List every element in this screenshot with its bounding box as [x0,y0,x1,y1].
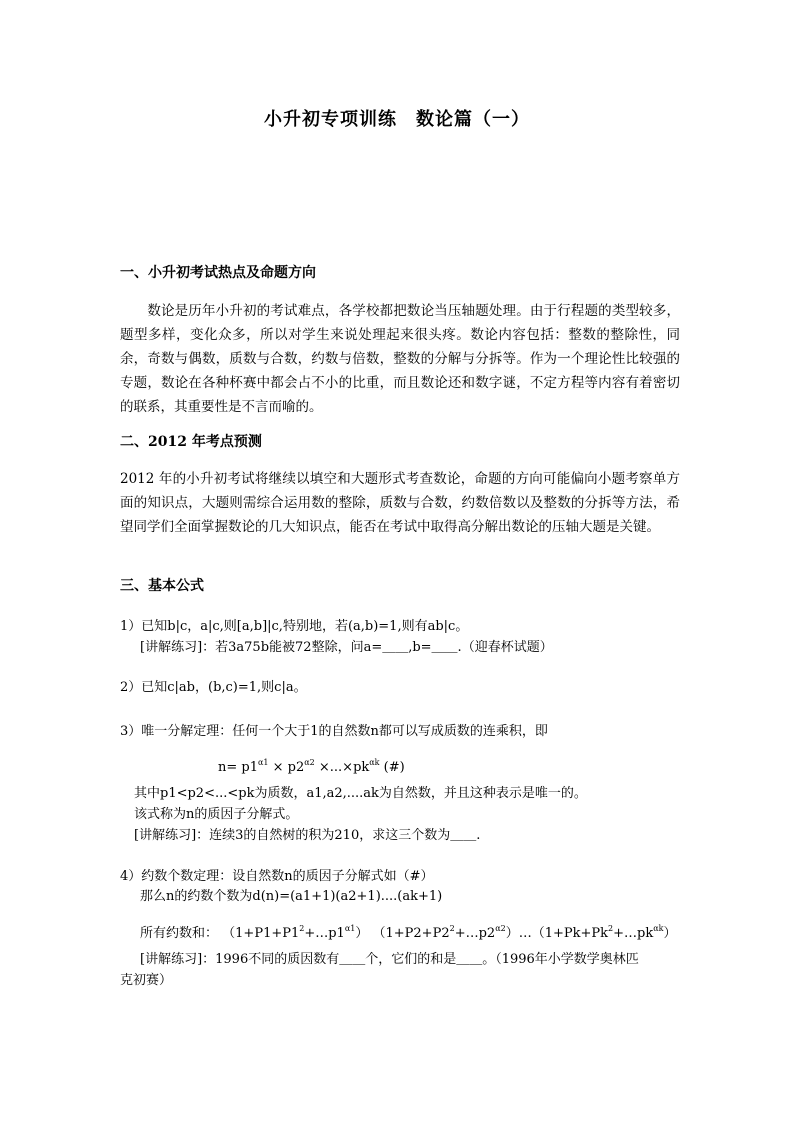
formula-1-statement: 1）已知b|c，a|c,则[a,b]|c,特别地，若(a,b)=1,则有ab|c。 [120,619,469,634]
section-heading-2: 二、2012 年考点预测 [120,434,262,450]
formula-4-exercise: [讲解练习]：1996不同的质因数有＿＿个，它们的和是＿＿。（1996年小学数学奥林匹 [140,952,639,967]
formula-3-note-2: 该式称为n的质因子分解式。 [134,807,299,822]
formula-4-exercise-cont: 克初赛） [120,973,173,988]
formula-4-statement: 4）约数个数定理：设自然数n的质因子分解式如（#） [120,869,434,884]
section-body-1: 数论是历年小升初的考试难点，各学校都把数论当压轴题处理。由于行程题的类型较多，题型多样，变化众多，所以对学生来说处理起来很头疼。数论内容包括：整数的整除性，同余，奇数与偶数，质数与合数，约数与倍数，整数的分解与分拆等。作为一个理论性比较强的专题，数论在各种杯赛中都会占不小的比重，而且数论还和数字谜，不定方程等内容有着密切的联系，其重要性是不言而喻的。 [120,303,680,415]
formula-1-exercise: [讲解练习]：若3a75b能被72整除，问a=＿＿,b=＿＿.（迎春杯试题） [140,640,553,655]
section-body-2: 2012 年的小升初考试将继续以填空和大题形式考查数论，命题的方向可能偏向小题考察单方面的知识点，大题则需综合运用数的整除，质数与合数，约数倍数以及整数的分拆等方法，希望同学们全面掌握数论的几大知识点，能否在考试中取得高分解出数论的压轴大题是关键。 [120,471,680,535]
formula-3-statement: 3）唯一分解定理：任何一个大于1的自然数n都可以写成质数的连乘积，即 [120,724,548,739]
formula-3-note: 其中p1<p2<...<pk为质数，a1,a2,....ak为自然数，并且这种表示是唯一的。 [134,786,587,801]
formula-3-exercise: [讲解练习]：连续3的自然树的积为210，求这三个数为＿＿. [134,828,481,843]
formula-4-divisor-sum: 所有约数和： $(1+P1+P1^2+\dots p1^{\alpha 1})$ $(1+P2+P2^2+\dots p2^{\alpha 2})\dots(1+Pk+Pk^2+\dots pk^{\alpha k})$ [140,924,677,941]
section-heading-3: 三、基本公式 [120,578,204,594]
page-title: 小升初专项训练 数论篇（一） [264,109,530,130]
formula-3-expression: $n= p1^{\alpha 1} \times p2^{\alpha 2} \times...\times pk^{\alpha k}$ (#) [218,758,405,775]
formula-4-divisor-count: 那么n的约数个数为d(n)=(a1+1)(a2+1)....(ak+1) [140,889,443,904]
section-heading-1: 一、小升初考试热点及命题方向 [120,265,316,281]
formula-2-statement: 2）已知c|ab，(b,c)=1,则c|a。 [120,680,307,695]
